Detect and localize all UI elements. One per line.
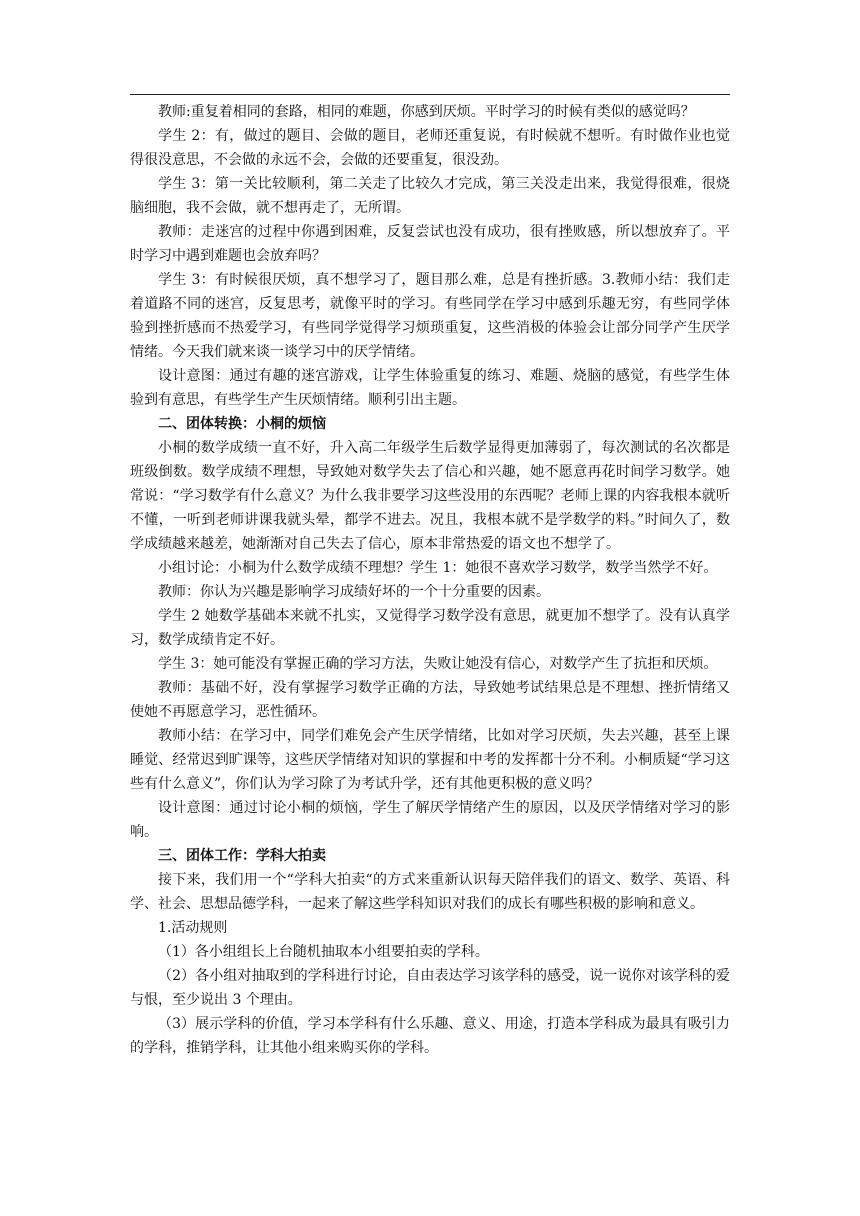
paragraph-student3-summary: 学生 3：有时候很厌烦，真不想学习了，题目那么难，总是有挫折感。3.教师小结：我们走着道路不同的迷宫，反复思考，就像平时的学习。有些同学在学习中感到乐趣无穷，有些同学体验到挫折感而不热爱学习，有些同学觉得学习烦琐重复，这些消极的体验会让部分同学产生厌学情绪。今天我们就来谈一谈学习中的厌学情绪。 (130, 272, 730, 360)
paragraph-xiaotong-story: 小桐的数学成绩一直不好，升入高二年级学生后数学显得更加薄弱了，每次测试的名次都是班级倒数。数学成绩不理想，导致她对数学失去了信心和兴趣，她不愿意再花时间学习数学。她常说：“学习数学有什么意义？为什么我非要学习这些没用的东西呢？老师上课的内容我根本就听不懂，一听到老师讲课我就头晕，都学不进去。况且，我根本就不是学数学的料。”时间久了，数学成绩越来越差，她渐渐对自己失去了信心，原本非常热爱的语文也不想学了。 (130, 440, 730, 552)
paragraph-student2-reply: 学生 2：有，做过的题目、会做的题目，老师还重复说，有时候就不想听。有时做作业也觉得很没意思，不会做的永远不会，会做的还要重复，很没劲。 (130, 128, 730, 168)
paragraph-teacher-maze: 教师：走迷宫的过程中你遇到困难，反复尝试也没有成功，很有挫败感，所以想放弃了。平时学习中遇到难题也会放弃吗？ (130, 224, 730, 264)
header-rule (130, 94, 730, 95)
paragraph-teacher-summary: 教师小结：在学习中，同学们难免会产生厌学情绪，比如对学习厌烦，失去兴趣，甚至上课睡觉、经常迟到旷课等，这些厌学情绪对知识的掌握和中考的发挥都十分不利。小桐质疑“学习这些有什么意义”，你们认为学习除了为考试升学，还有其他更积极的意义吗？ (130, 728, 730, 792)
paragraph-student3-maze: 学生 3：第一关比较顺利，第二关走了比较久才完成，第三关没走出来，我觉得很难，很烧脑细胞，我不会做，就不想再走了，无所谓。 (130, 176, 730, 216)
paragraph-auction-intro: 接下来，我们用一个“学科大拍卖“的方式来重新认识每天陪伴我们的语文、数学、英语、科学、社会、思想品德学科，一起来了解这些学科知识对我们的成长有哪些积极的影响和意义。 (130, 872, 730, 912)
paragraph-teacher-interest: 教师：你认为兴趣是影响学习成绩好坏的一个十分重要的因素。 (158, 584, 550, 600)
paragraph-design-intent-1: 设计意图：通过有趣的迷宫游戏，让学生体验重复的练习、难题、烧脑的感觉，有些学生体验到有意思，有些学生产生厌烦情绪。顺利引出主题。 (130, 368, 730, 408)
paragraph-teacher-cycle: 教师：基础不好，没有掌握学习数学正确的方法，导致她考试结果总是不理想、挫折情绪又使她不再愿意学习，恶性循环。 (130, 680, 730, 720)
document-body (130, 100, 730, 1060)
paragraph-rule-3: （3）展示学科的价值，学习本学科有什么乐趣、意义、用途，打造本学科成为最具有吸引力的学科，推销学科，让其他小组来购买你的学科。 (130, 1016, 730, 1056)
paragraph-activity-rules: 1.活动规则 (158, 920, 228, 936)
paragraph-design-intent-2: 设计意图：通过讨论小桐的烦恼，学生了解厌学情绪产生的原因，以及厌学情绪对学习的影响。 (130, 800, 730, 840)
paragraph-teacher-question: 教师:重复着相同的套路，相同的难题，你感到厌烦。平时学习的时候有类似的感觉吗？ (158, 104, 695, 120)
paragraph-student2-foundation: 学生 2 她数学基础本来就不扎实，又觉得学习数学没有意思，就更加不想学了。没有认真学习，数学成绩肯定不好。 (130, 608, 730, 648)
paragraph-student3-method: 学生 3：她可能没有掌握正确的学习方法，失败让她没有信心，对数学产生了抗拒和厌烦。 (158, 656, 718, 672)
section-heading-3: 三、团体工作：学科大拍卖 (158, 848, 326, 864)
paragraph-rule-1: （1）各小组组长上台随机抽取本小组要拍卖的学科。 (158, 944, 489, 960)
section-heading-2: 二、团体转换：小桐的烦恼 (158, 416, 326, 432)
paragraph-group-discussion: 小组讨论：小桐为什么数学成绩不理想？学生 1：她很不喜欢学习数学，数学当然学不好。 (158, 560, 718, 576)
paragraph-rule-2: （2）各小组对抽取到的学科进行讨论，自由表达学习该学科的感受，说一说你对该学科的爱与恨，至少说出 3 个理由。 (130, 968, 730, 1008)
